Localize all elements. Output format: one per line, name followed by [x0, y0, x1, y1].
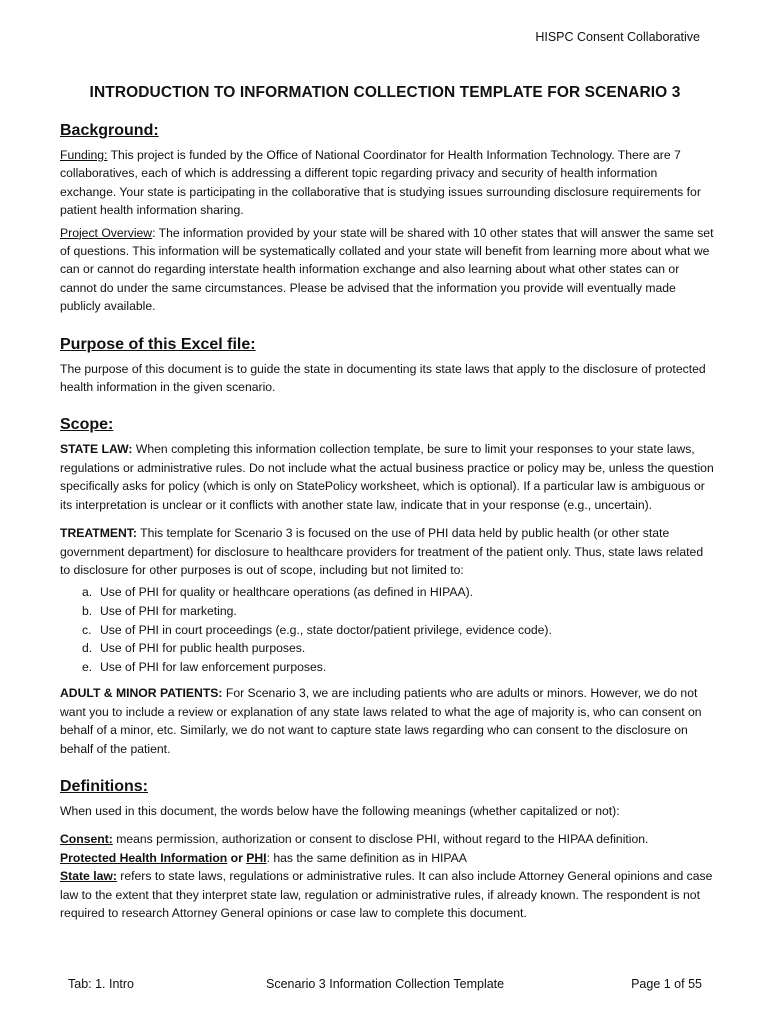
overview-paragraph: [60, 224, 715, 316]
out-of-scope-list: [60, 583, 715, 676]
purpose-text: The purpose of this document is to guide the state in documenting its state laws that apply to the disclosure of protected health information in the given scenario.: [60, 361, 706, 395]
purpose-heading: Purpose of this Excel file:: [60, 335, 256, 353]
footer-page-number: Page 1 of 55: [631, 977, 702, 991]
footer-title: Scenario 3 Information Collection Template: [266, 977, 505, 991]
list-item: [82, 639, 715, 658]
list-item: [82, 583, 715, 602]
list-item: [82, 658, 715, 677]
list-marker: b.: [82, 603, 93, 618]
patients-paragraph: [60, 684, 715, 758]
list-item: [82, 602, 715, 621]
phi-label: Protected Health Information: [60, 850, 228, 865]
page-title: INTRODUCTION TO INFORMATION COLLECTION TEMPLATE FOR SCENARIO 3: [89, 84, 681, 101]
funding-text: This project is funded by the Office of National Coordinator for Health Information Technology. There are 7 collaboratives, each of which is addressing a different topic regarding privacy and security of health information exchange. Your state is participating in the collaborative that is studying issues surrounding disclosure requirements for patient health information sharing.: [60, 148, 701, 218]
state-law-text: When completing this information collection template, be sure to limit your responses to your state laws, regulations or administrative rules. Do not include what the actual business practice or policy may be, unless the question specifically asks for policy (which is only on StatePolicy worksheet, which is optional). If a particular law is ambiguous or its interpretation is unclear or it conflicts with another state law, indicate that in your response (e.g., uncertain).: [60, 442, 714, 512]
phi-or: or: [227, 850, 247, 865]
list-item-text: Use of PHI for quality or healthcare operations (as defined in HIPAA).: [100, 585, 474, 600]
overview-text: : The information provided by your state will be shared with 10 other states that will answer the same set of questions. This information will be systematically collated and your state will benefit from learning more about what we can or cannot do regarding interstate health information exchange and also learning about what other states can or cannot do under the same circumstances. Please be advised that the information you provide will eventually made publicly available.: [60, 225, 714, 314]
funding-paragraph: [60, 146, 715, 220]
list-item-text: Use of PHI for law enforcement purposes.: [100, 659, 327, 674]
list-marker: d.: [82, 641, 93, 656]
list-marker: e.: [82, 659, 93, 674]
list-marker: a.: [82, 585, 93, 600]
state-law-def-text: refers to state laws, regulations or administrative rules. It can also include Attorney General opinions and case law to the extent that they interpret state law, regulation or administrative rules, if already known. The respondent is not required to research Attorney General opinions or case law to complete this document.: [60, 869, 713, 920]
list-item: [82, 621, 715, 640]
list-item-text: Use of PHI in court proceedings (e.g., state doctor/patient privilege, evidence code).: [100, 622, 552, 637]
document-body: [60, 120, 715, 922]
funding-label: Funding:: [60, 148, 108, 162]
list-item-text: Use of PHI for marketing.: [100, 603, 237, 618]
list-item-text: Use of PHI for public health purposes.: [100, 641, 306, 656]
treatment-paragraph: [60, 524, 715, 579]
background-heading: Background:: [60, 122, 159, 139]
consent-text: means permission, authorization or consent to disclose PHI, without regard to the HIPAA definition.: [112, 832, 649, 847]
definition-consent: [60, 830, 715, 848]
state-law-paragraph: [60, 440, 715, 514]
state-law-def-label: State law:: [60, 869, 117, 884]
treatment-label: TREATMENT:: [60, 526, 137, 541]
phi-abbr: PHI: [246, 850, 267, 865]
footer-tab: Tab: 1. Intro: [68, 977, 135, 991]
definition-phi: [60, 849, 715, 867]
patients-label: ADULT & MINOR PATIENTS:: [60, 686, 223, 701]
definition-state-law: [60, 867, 715, 922]
state-law-label: STATE LAW:: [60, 442, 133, 457]
header-org: HISPC Consent Collaborative: [535, 30, 700, 44]
definitions-intro: When used in this document, the words below have the following meanings (whether capitalized or not):: [60, 803, 620, 818]
consent-label: Consent:: [60, 832, 113, 847]
definitions-list: [60, 830, 715, 922]
phi-text: : has the same definition as in HIPAA: [266, 850, 467, 865]
overview-label: Project Overview: [60, 225, 153, 240]
definitions-heading: Definitions:: [60, 777, 148, 795]
list-marker: c.: [82, 622, 92, 637]
scope-heading: Scope:: [60, 416, 114, 434]
patients-text: For Scenario 3, we are including patients who are adults or minors. However, we do not want you to include a review or explanation of any state laws related to what the age of majority is, who can consent on behalf of a minor, etc. Similarly, we do not want to capture state laws regarding who can consent to the disclosure on behalf of the patient.: [60, 686, 702, 756]
treatment-text: This template for Scenario 3 is focused on the use of PHI data held by public health (or other state government department) for disclosure to healthcare providers for treatment of the patient only. Thus, state laws related to disclosure for other purposes is out of scope, including but not limited to:: [60, 526, 704, 577]
